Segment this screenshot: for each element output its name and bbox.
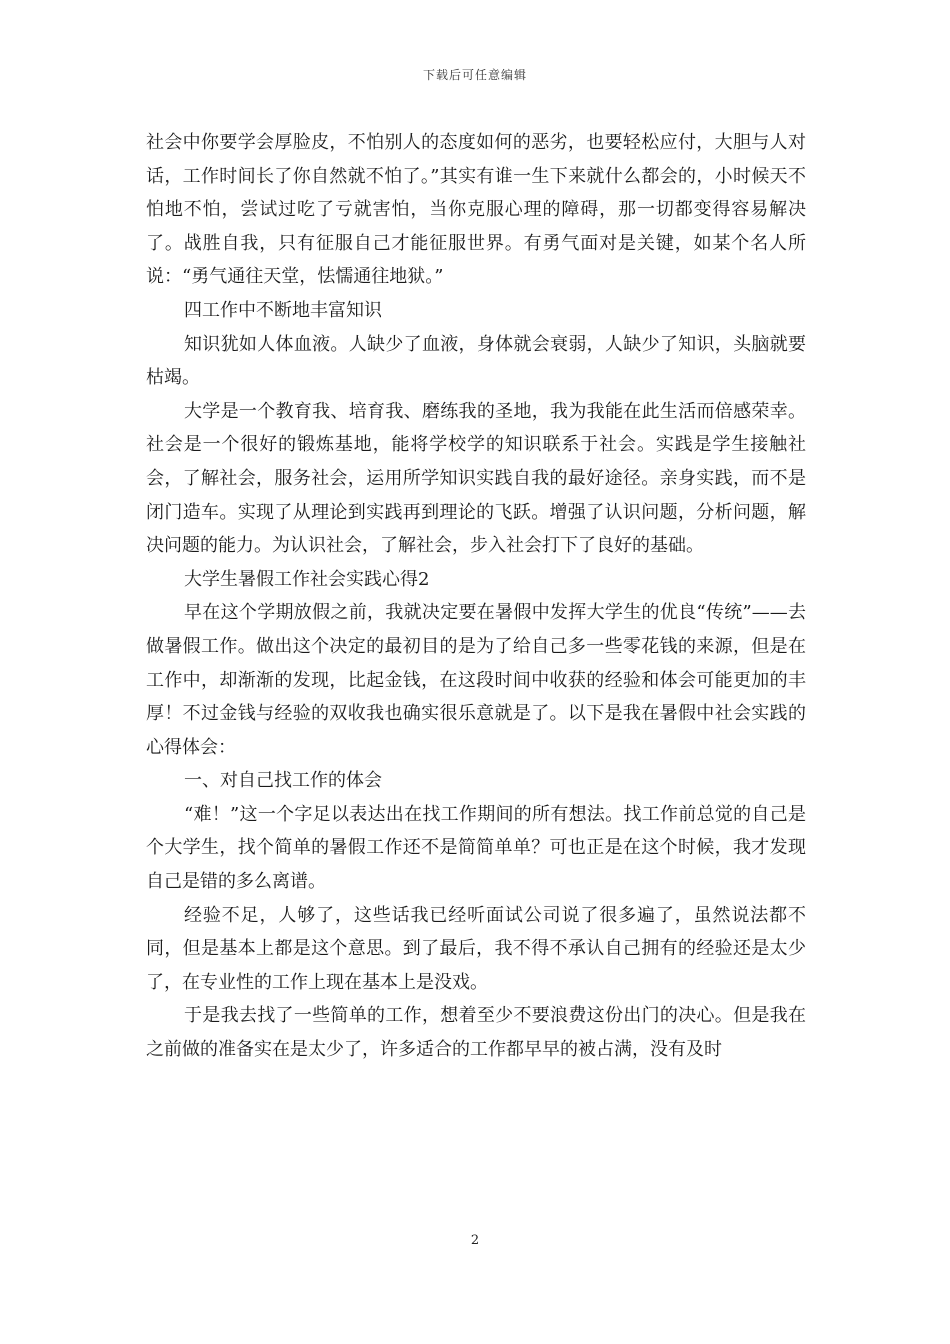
page-header: 下载后可任意编辑 [422, 68, 527, 82]
paragraph: 知识犹如人体血液。人缺少了血液，身体就会衰弱，人缺少了知识，头脑就要枯竭。 [146, 333, 806, 389]
page-number: 2 [470, 1233, 480, 1248]
section-heading: 四工作中不断地丰富知识 [184, 299, 382, 321]
paragraph: 大学是一个教育我、培育我、磨练我的圣地，我为我能在此生活而倍感荣幸。社会是一个很好的锻炼基地，能将学校学的知识联系于社会。实践是学生接触社会，了解社会，服务社会，运用所学知识实践自我的最好途径。亲身实践，而不是闭门造车。实现了从理论到实践再到理论的飞跃。增强了认识问题，分析问题，解决问题的能力。为认识社会，了解社会，步入社会打下了良好的基础。 [146, 400, 806, 557]
section-heading: 一、对自己找工作的体会 [184, 770, 382, 792]
paragraph: 于是我去找了一些简单的工作，想着至少不要浪费这份出门的决心。但是我在之前做的准备实在是太少了，许多适合的工作都早早的被占满，没有及时 [146, 1005, 806, 1061]
article-title: 大学生暑假工作社会实践心得2 [184, 568, 430, 590]
paragraph: 经验不足，人够了，这些话我已经听面试公司说了很多遍了，虽然说法都不同，但是基本上都是这个意思。到了最后，我不得不承认自己拥有的经验还是太少了，在专业性的工作上现在基本上是没戏。 [146, 904, 806, 993]
paragraph-continued: 社会中你要学会厚脸皮，不怕别人的态度如何的恶劣，也要轻松应付，大胆与人对话，工作时间长了你自然就不怕了。”其实有谁一生下来就什么都会的，小时候天不怕地不怕，尝试过吃了亏就害怕，当你克服心理的障碍，那一切都变得容易解决了。战胜自我，只有征服自己才能征服世界。有勇气面对是关键，如某个名人所说：“勇气通往天堂，怯懦通往地狱。” [146, 132, 806, 288]
paragraph: “难！”这一个字足以表达出在找工作期间的所有想法。找工作前总觉的自己是个大学生，找个简单的暑假工作还不是简简单单？可也正是在这个时候，我才发现自己是错的多么离谱。 [146, 803, 806, 893]
document-body [146, 126, 806, 1067]
paragraph: 早在这个学期放假之前，我就决定要在暑假中发挥大学生的优良“传统”——去做暑假工作。做出这个决定的最初目的是为了给自己多一些零花钱的来源，但是在工作中，却渐渐的发现，比起金钱，在这段时间中收获的经验和体会可能更加的丰厚！不过金钱与经验的双收我也确实很乐意就是了。以下是我在暑假中社会实践的心得体会： [146, 602, 806, 758]
